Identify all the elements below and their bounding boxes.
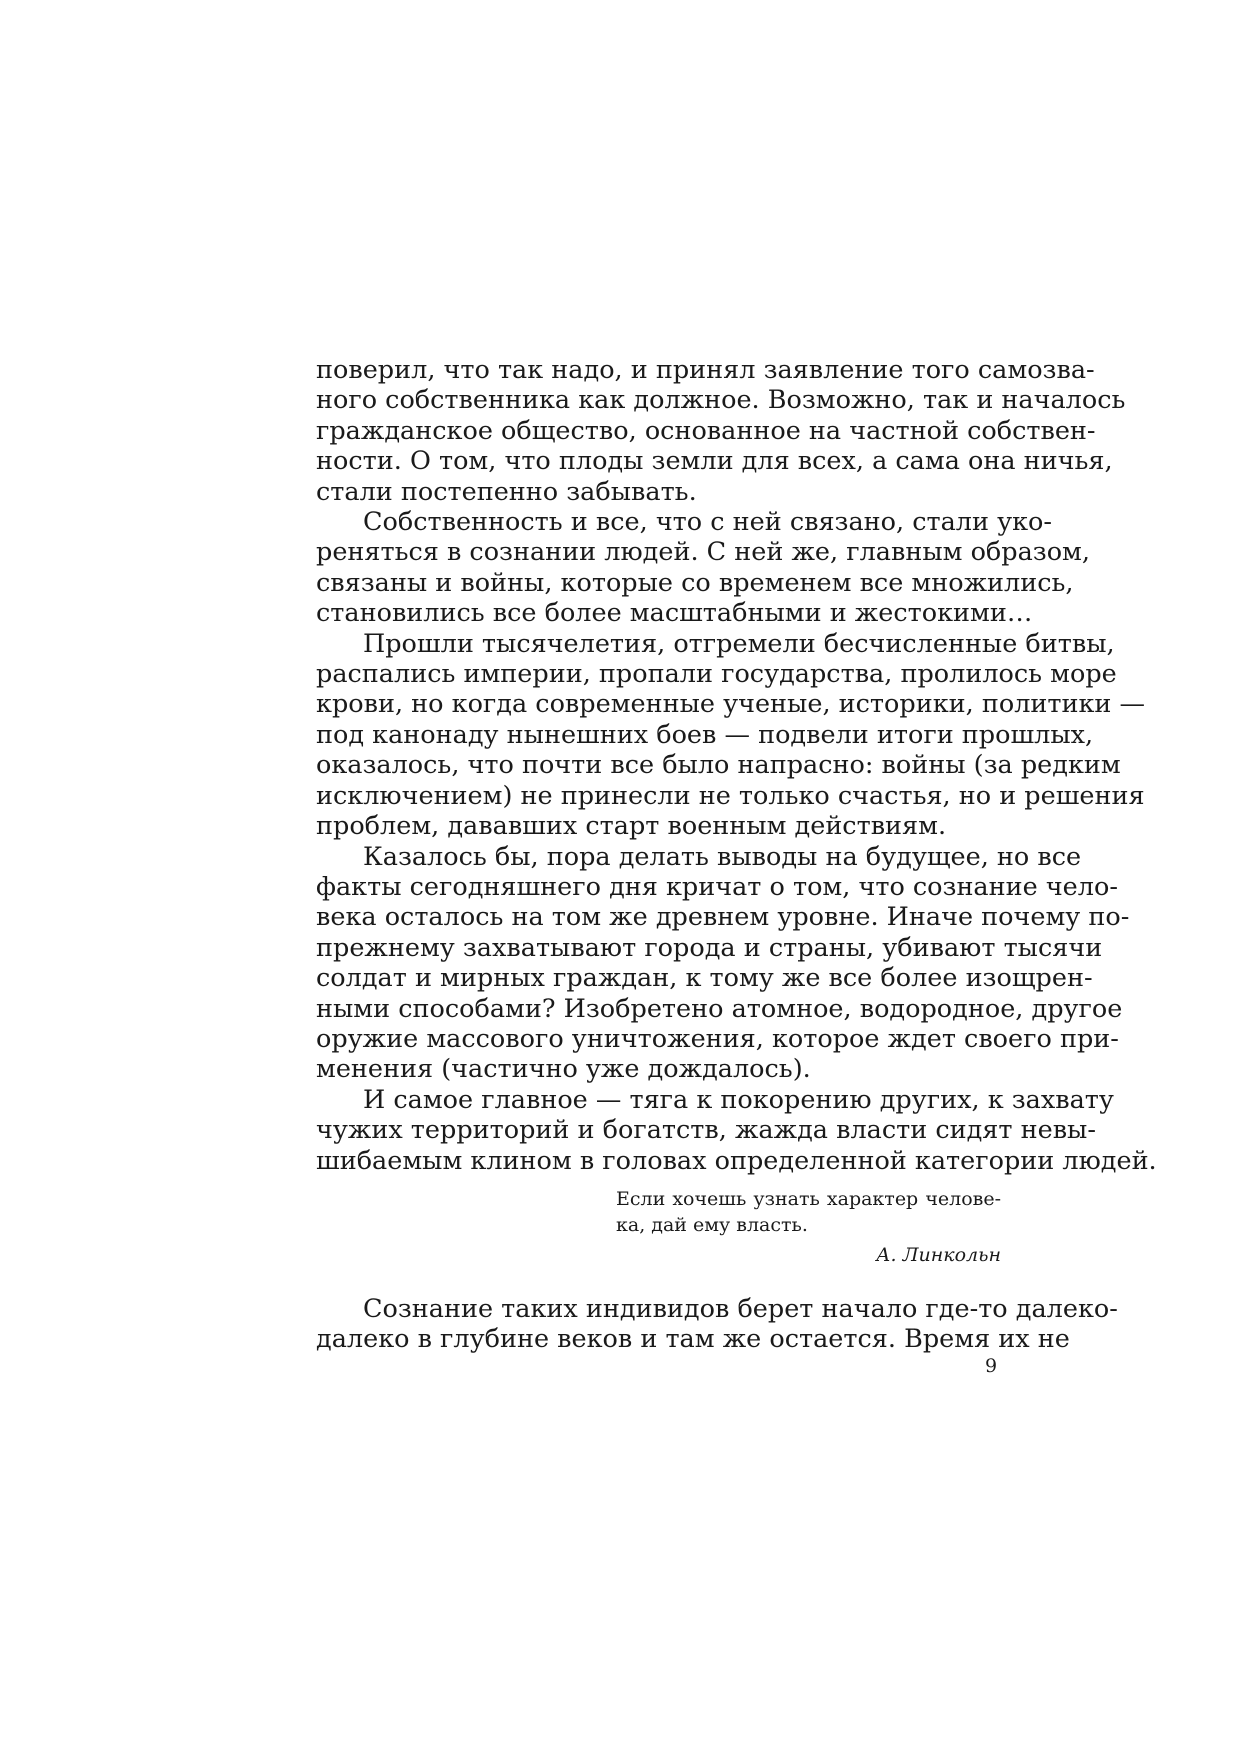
epigraph-line: ка, дай ему власть. <box>616 1213 808 1236</box>
text-line: реняться в сознании людей. С ней же, главным образом, <box>316 537 1091 568</box>
text-line: стали постепенно забывать. <box>316 476 697 507</box>
epigraph-line: Если хочешь узнать характер челове- <box>616 1187 1001 1210</box>
text-line: шибаемым клином в головах определенной категории людей. <box>316 1145 1157 1176</box>
epigraph <box>616 1186 1001 1272</box>
text-line: Казалось бы, пора делать выводы на будущее, но все <box>363 841 1082 872</box>
text-line: далеко в глубине веков и там же остается. Время их не <box>316 1324 1070 1355</box>
text-line: чужих территорий и богатств, жажда власти сидят невы- <box>316 1115 1096 1146</box>
closing-paragraph <box>316 1293 1118 1355</box>
text-line: проблем, дававших старт военным действиям. <box>316 811 947 842</box>
text-line: оказалось, что почти все было напрасно: войны (за редким <box>316 750 1121 781</box>
text-line: ности. О том, что плоды земли для всех, а сама она ничья, <box>316 446 1113 477</box>
text-line: оружие массового уничтожения, которое ждет своего при- <box>316 1023 1119 1054</box>
page-body <box>316 355 1157 1355</box>
text-line: распались империи, пропали государства, пролилось море <box>316 659 1117 690</box>
text-line: факты сегодняшнего дня кричат о том, что сознание чело- <box>316 871 1118 902</box>
text-line: крови, но когда современные ученые, историки, политики — <box>316 689 1146 720</box>
text-line: Прошли тысячелетия, отгремели бесчисленные битвы, <box>363 628 1115 659</box>
paragraph-4 <box>316 841 1130 1085</box>
text-line: прежнему захватывают города и страны, убивают тысячи <box>316 932 1103 963</box>
text-line: ного собственника как должное. Возможно, так и началось <box>316 385 1126 416</box>
text-line: поверил, что так надо, и принял заявление того самозва- <box>316 355 1095 385</box>
text-line: солдат и мирных граждан, к тому же все более изощрен- <box>316 963 1093 994</box>
text-line: становились все более масштабными и жестокими… <box>316 598 1033 629</box>
paragraph-2 <box>316 507 1091 629</box>
paragraph-1 <box>316 355 1126 507</box>
text-line: ными способами? Изобретено атомное, водородное, другое <box>316 993 1123 1024</box>
text-line: исключением) не принесли не только счастья, но и решения <box>316 780 1145 811</box>
text-line: века осталось на том же древнем уровне. Иначе почему по- <box>316 902 1130 933</box>
text-line: Сознание таких индивидов берет начало где-то далеко- <box>363 1293 1118 1324</box>
text-line: И самое главное — тяга к покорению других, к захвату <box>363 1084 1114 1115</box>
text-line: под канонаду нынешних боев — подвели итоги прошлых, <box>316 719 1094 750</box>
text-line: Собственность и все, что с ней связано, стали уко- <box>363 507 1053 538</box>
paragraph-3 <box>316 628 1146 842</box>
page-number: 9 <box>985 1355 998 1377</box>
epigraph-author: А. Линкольн <box>876 1243 1001 1266</box>
text-line: связаны и войны, которые со временем все множились, <box>316 567 1074 598</box>
text-line: менения (частично уже дождалось). <box>316 1054 811 1085</box>
paragraph-5 <box>316 1084 1157 1176</box>
text-line: гражданское общество, основанное на частной собствен- <box>316 415 1096 446</box>
